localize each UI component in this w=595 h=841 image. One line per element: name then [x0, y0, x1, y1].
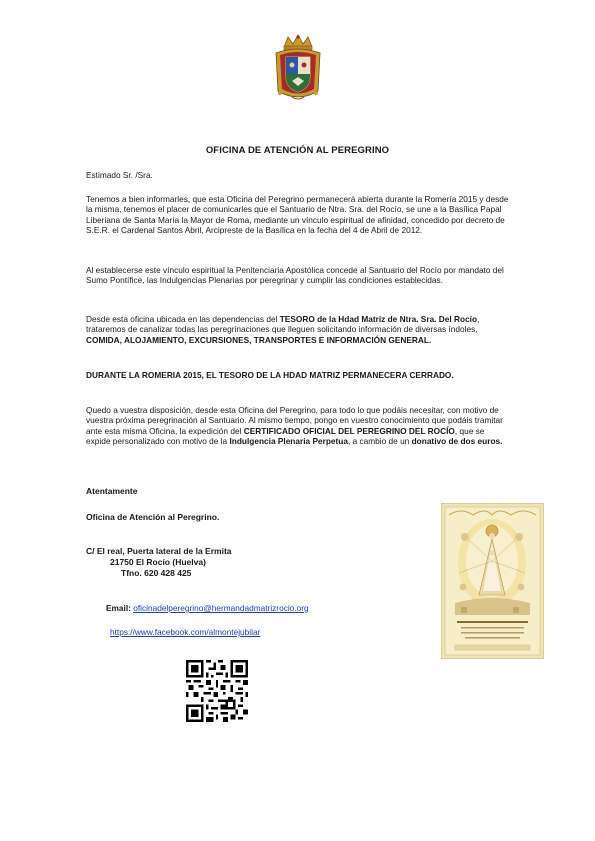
p5-text-a: Quedo a vuestra disposición, desde esta Oficina del Peregrino, para todo lo que podáis necesitar, con motivo de vuestra próxima peregrinación al Santuario. Al mismo tiempo, pongo en vuestro conocimiento que podáis tramitar ante esta misma Oficina, la expedición del	[86, 405, 503, 436]
qr-code-image	[186, 660, 248, 722]
postal-address	[86, 546, 232, 580]
p5-text-f: donativo de dos euros.	[411, 435, 503, 446]
facebook-line	[110, 627, 260, 637]
p3-text-c: , trataremos de canalizar todas las peregrinaciones que lleguen solicitando información de diversas índoles,	[86, 314, 480, 335]
facebook-link[interactable]: https://www.facebook.com/almontejubilar	[110, 627, 261, 637]
signature-office: Oficina de Atención al Peregrino.	[86, 512, 220, 522]
paragraph-indulgence: Al establecerse este vínculo espiritual la Penitenciaria Apostólica concede al Santuario del Rocío por mandato del Sumo Pontífice, las Indulgencias Plenarias por peregrinar y cumplir las condiciones establecidas.	[86, 265, 504, 286]
p3-text-a: Desde esta oficina ubicada en las dependencias del	[86, 314, 280, 324]
address-line-1: C/ El real, Puerta lateral de la Ermita	[86, 546, 232, 556]
address-line-2: 21750 El Rocío (Huelva)	[110, 557, 206, 568]
pilgrim-certificate-image	[441, 503, 544, 659]
coat-of-arms-logo	[272, 33, 324, 103]
email-line	[106, 603, 309, 613]
paragraph-intro: Tenemos a bien informarles, que esta Oficina del Peregrino permanecerá abierta durante la Romería 2015 y desde la misma, tenemos el placer de comunicarles que el Santuario de Ntra. Sra. del Rocío, se une a la Basílica Papal Liberiana de Santa María la Mayor de Roma, mediante un vínculo espiritual de afinidad, concedido por decreto de S.E.R. el Cardenal Santos Abril, Arcipreste de la Basílica en la fecha del 4 de Abril de 2012.	[86, 194, 509, 235]
email-label: Email:	[106, 603, 131, 613]
p5-text-c: , que se expide personalizado con motivo de la	[86, 425, 485, 446]
email-link[interactable]: oficinadelperegrino@hermandadmatrizrocio.org	[133, 603, 309, 613]
p3-text-b: TESORO de la Hdad Matriz de Ntra. Sra. Del Rocío	[279, 314, 478, 324]
p5-text-e: , a cambio de un	[347, 435, 412, 446]
greeting: Estimado Sr. /Sra.	[86, 170, 153, 180]
p5-text-b: CERTIFICADO OFICIAL DEL PEREGRINO DEL ROCÍO	[243, 425, 455, 436]
closing-salutation: Atentamente	[86, 486, 138, 496]
phone-number: Tfno. 620 428 425	[121, 568, 192, 579]
p3-text-d: COMIDA, ALOJAMIENTO, EXCURSIONES, TRANSPORTES E INFORMACIÓN GENERAL.	[86, 334, 432, 345]
paragraph-certificate	[86, 405, 511, 446]
paragraph-closed-notice	[86, 370, 511, 380]
document-title: OFICINA DE ATENCIÓN AL PEREGRINO	[205, 145, 390, 156]
paragraph-office-location	[86, 314, 511, 345]
p5-text-d: Indulgencia Plenaria Perpetua	[229, 435, 348, 446]
closed-notice-text: DURANTE LA ROMERIA 2015, EL TESORO DE LA HDAD MATRIZ PERMANECERA CERRADO.	[86, 370, 454, 380]
